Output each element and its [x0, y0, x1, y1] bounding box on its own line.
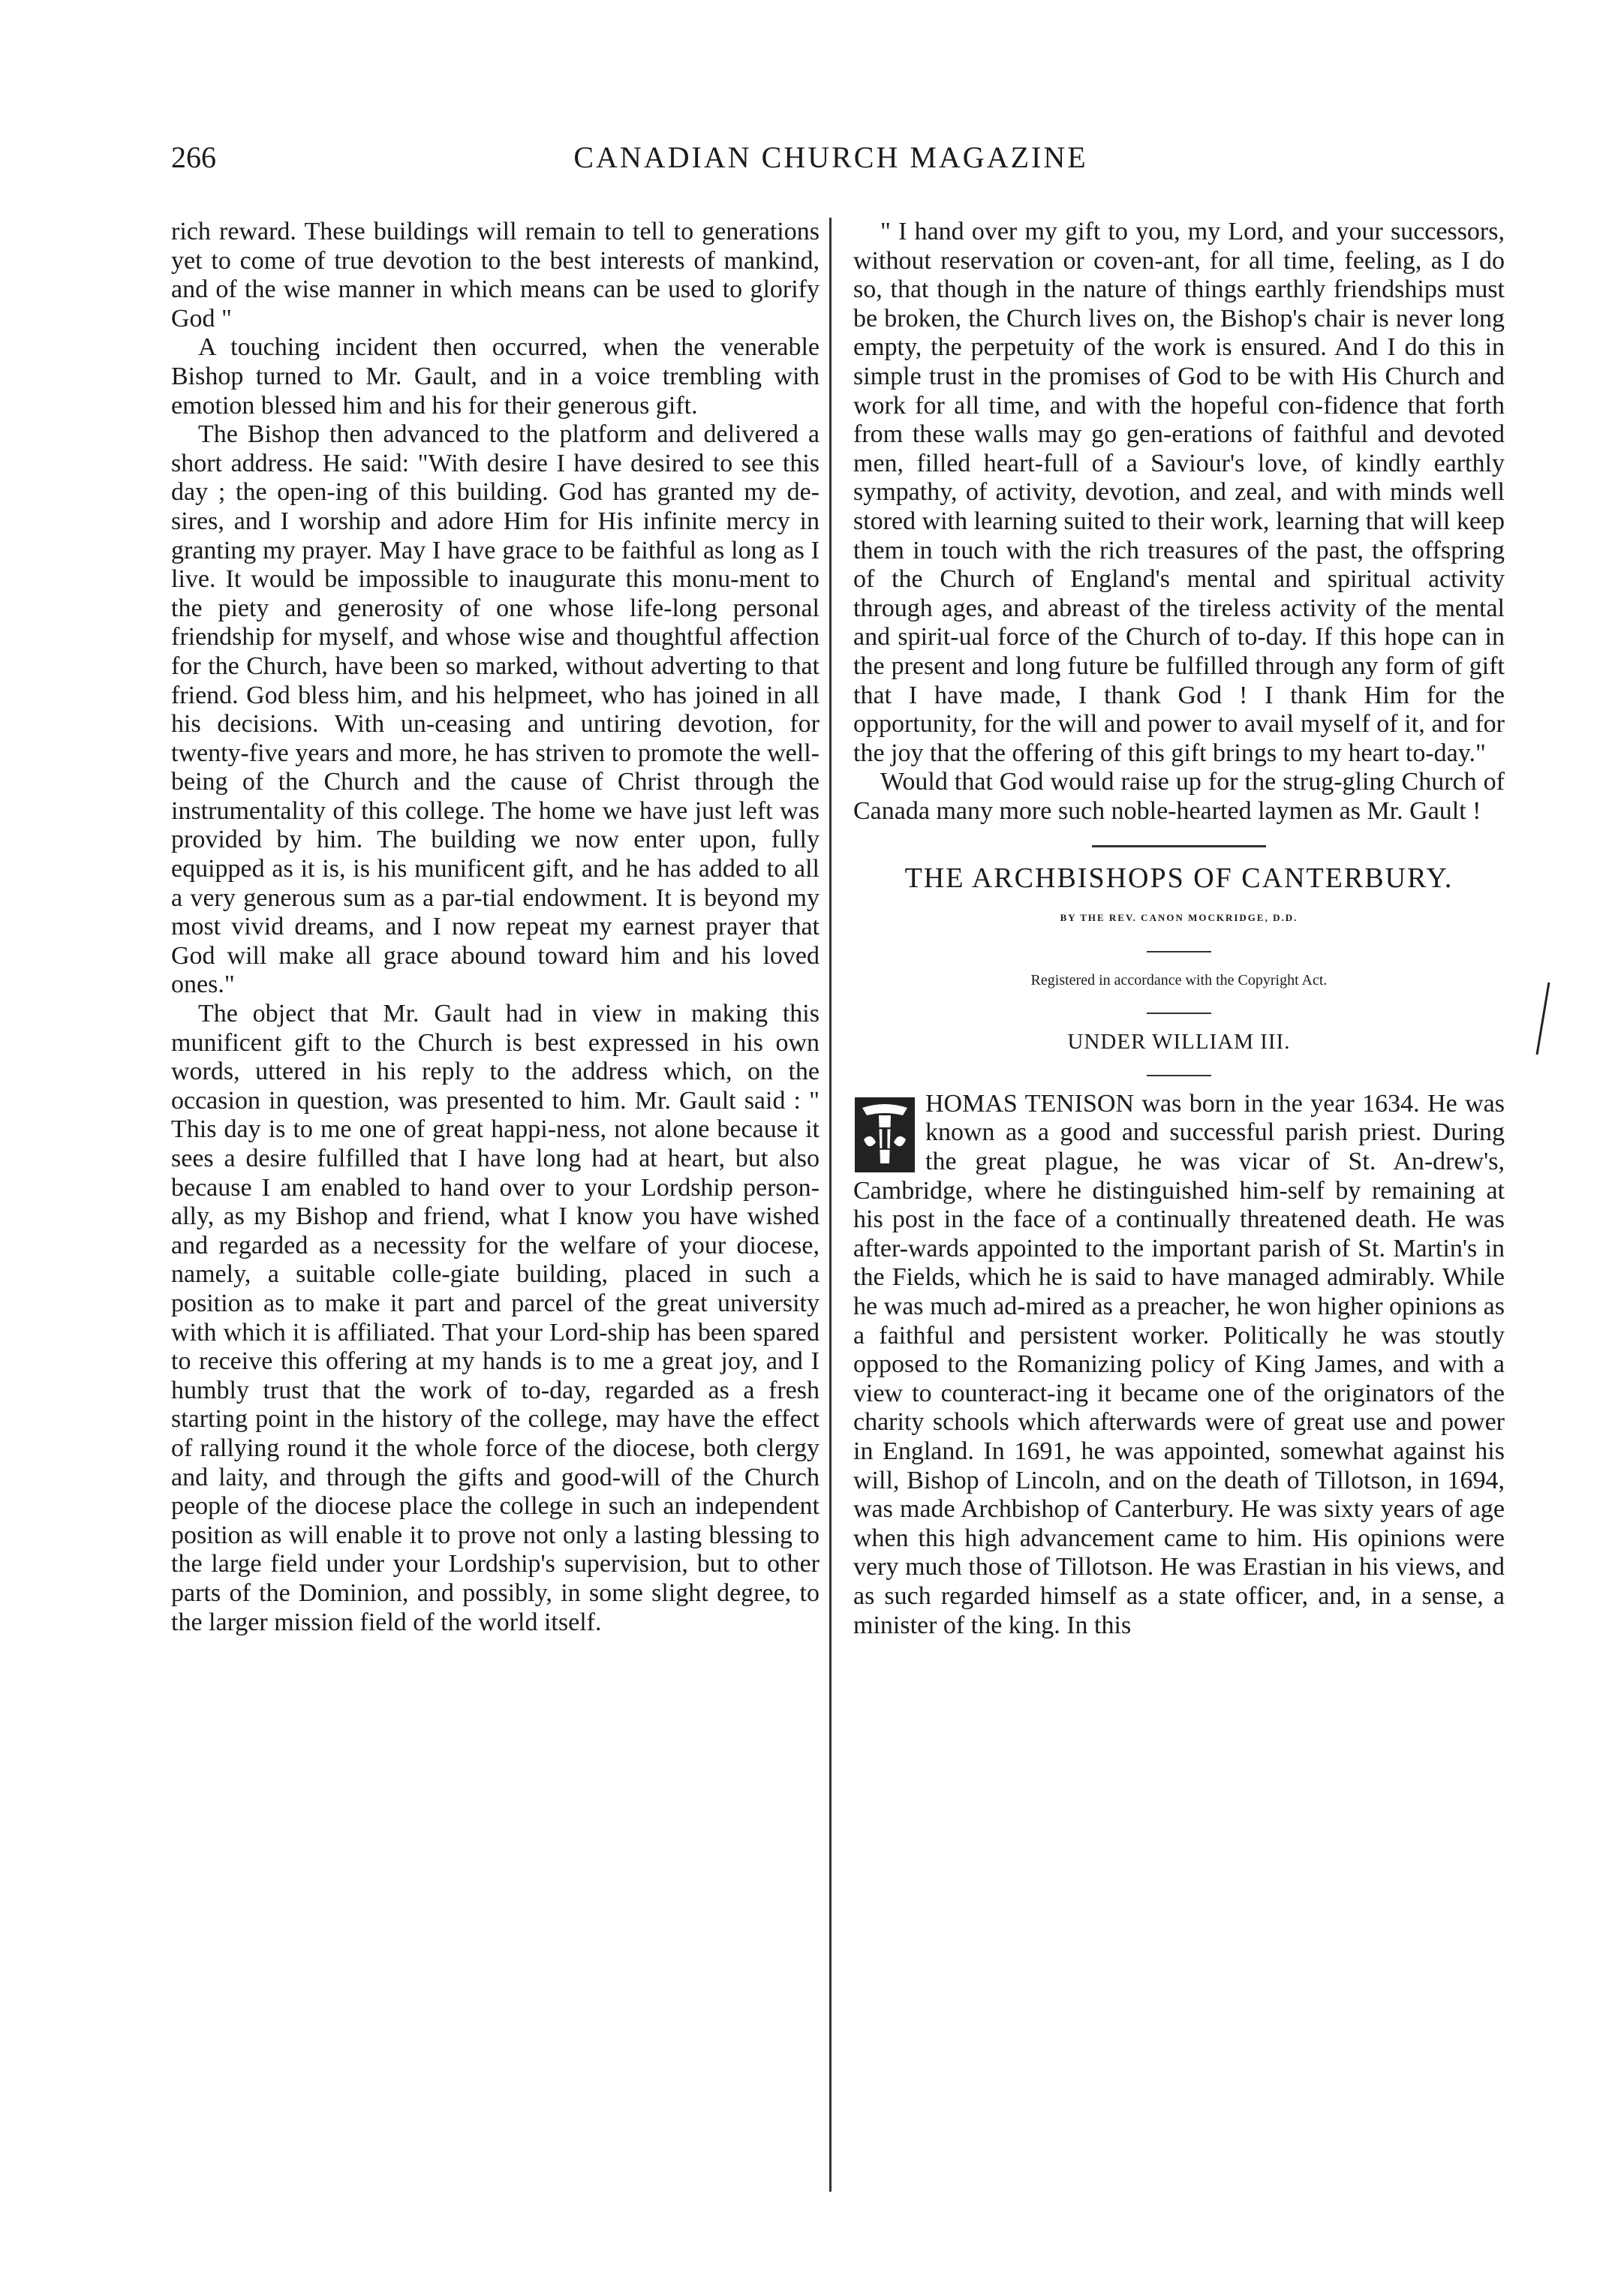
column-divider	[829, 218, 832, 2192]
byline-divider	[1147, 951, 1211, 952]
page-number: 266	[171, 140, 216, 174]
section-heading: UNDER WILLIAM III.	[1067, 1030, 1291, 1055]
copyright-note: Registered in accordance with the Copyright Act.	[1030, 971, 1328, 989]
article-byline: BY THE REV. CANON MOCKRIDGE, D.D.	[1060, 912, 1298, 924]
running-title: CANADIAN CHURCH MAGAZINE	[573, 140, 1088, 174]
heading-divider	[1147, 1075, 1211, 1076]
left-paragraph: The object that Mr. Gault had in view in making this munificent gift to the Church is best expressed in his own words, uttered in his reply to the address which, on the occasion in question, was presented to him. Mr. Gault said : " This day is to me one of great happi-ness, not alone because it sees a desire fulfilled that I have long had at heart, but also because I am enabled to hand over to your Lordship person-ally, as my Bishop and friend, what I know you have wished and regarded as a necessity for the welfare of your diocese, namely, a suitable colle-giate building, placed in such a position as to make it part and parcel of the great university with which it is affiliated. That your Lord-ship has been spared to receive this offering at my hands is to me a great joy, and I humbly trust that the work of to-day, regarded as a fresh starting point in the history of the college, may have the effect of rallying round it the whole force of the diocese, both clergy and laity, and through the gifts and good-will of the Church people of the diocese place the college in such an independent position as will enable it to prove not only a lasting blessing to the large field under your Lordship's supervision, but to other parts of the Dominion, and possibly, in some slight degree, to the larger mission field of the world itself.	[171, 1000, 820, 1636]
right-paragraph: " I hand over my gift to you, my Lord, and your successors, without reservation or coven-ant, for all time, feeling, as I do so, that though in the nature of things earthly friendships must be broken, the Church lives on, the Bishop's chair is never long empty, the perpetuity of the work is ensured. And I do this in simple trust in the promises of God to be with His Church and work for all time, and with the hopeful con-fidence that forth from these walls may go gen-erations of faithful and devoted men, filled heart-full of a Saviour's love, of kindly earthly sympathy, of activity, devotion, and zeal, and with minds well stored with learning suited to their work, learning that will keep them in touch with the rich treasures of the past, the offspring of the Church of England's mental and spiritual activity through ages, and abreast of the tireless activity of the mental and spirit-ual force of the Church of to-day. If this hope can in the present and long future be fulfilled through any form of gift that I have made, I thank God ! I thank Him for the opportunity, for the will and power to avail myself of it, and for the joy that the offering of this gift brings to my heart to-day."	[853, 218, 1505, 767]
copyright-divider	[1147, 1013, 1211, 1014]
page-header	[159, 140, 1502, 185]
left-paragraph: The Bishop then advanced to the platform and delivered a short address. He said: "With desire I have desired to see this day ; the open-ing of this building. God has granted my de-sires, and I worship and adore Him for His infinite mercy in granting my prayer. May I have grace to be faithful as long as I live. It would be impossible to inaugurate this monu-ment to the piety and generosity of one whose life-long personal friendship for myself, and whose wise and thoughtful affection for the Church, have been so marked, without adverting to that friend. God bless him, and his helpmeet, who has joined in all his decisions. With un-ceasing and untiring devotion, for twenty-five years and more, he has striven to promote the well-being of the Church and the cause of Christ through the instrumentality of this college. The home we have just left was provided by him. The building we now enter upon, fully equipped as it is, is his munificent gift, and he has added to all a very generous sum as a par-tial endowment. It is beyond my most vivid dreams, and I now repeat my earnest prayer that God will make all grace abound toward him and his loved ones."	[171, 420, 820, 999]
left-paragraph: A touching incident then occurred, when the venerable Bishop turned to Mr. Gault, and in a voice trembling with emotion blessed him and his for their generous gift.	[171, 333, 820, 420]
margin-mark-icon	[1531, 980, 1553, 1062]
section-divider	[1092, 845, 1266, 847]
right-column	[853, 218, 1505, 1640]
drop-cap-icon	[853, 1094, 916, 1175]
left-column	[171, 218, 820, 1637]
article-body-text: HOMAS TENISON was born in the year 1634. He was known as a good and successful parish priest. During the great plague, he was vicar of St. An-drew's, Cambridge, where he distinguished him-self by remaining at his post in the face of a continually threatened death. He was after-wards appointed to the important parish of St. Martin's in the Fields, which he is said to have managed admirably. While he was much ad-mired as a preacher, he won higher opinions as a faithful and persistent worker. Politically he was stoutly opposed to the Romanizing policy of King James, and with a view to counteract-ing it became one of the originators of the charity schools which afterwards were of great use and power in England. In 1691, he was appointed, somewhat against his will, Bishop of Lincoln, and on the death of Tillotson, in 1694, was made Archbishop of Canterbury. He was sixty years of age when this high advancement came to him. His opinions were very much those of Tillotson. He was Erastian in his views, and as such regarded himself as a state officer, and, in a sense, a minister of the king. In this	[853, 1089, 1505, 1639]
article-body	[853, 1090, 1505, 1640]
left-paragraph: rich reward. These buildings will remain to tell to generations yet to come of true devotion to the best interests of mankind, and of the wise manner in which means can be used to glorify God "	[171, 218, 820, 333]
right-paragraph: Would that God would raise up for the strug-gling Church of Canada many more such noble-hearted laymen as Mr. Gault !	[853, 768, 1505, 825]
svg-text:T: T	[873, 1118, 897, 1157]
article-title: THE ARCHBISHOPS OF CANTERBURY.	[904, 862, 1454, 895]
